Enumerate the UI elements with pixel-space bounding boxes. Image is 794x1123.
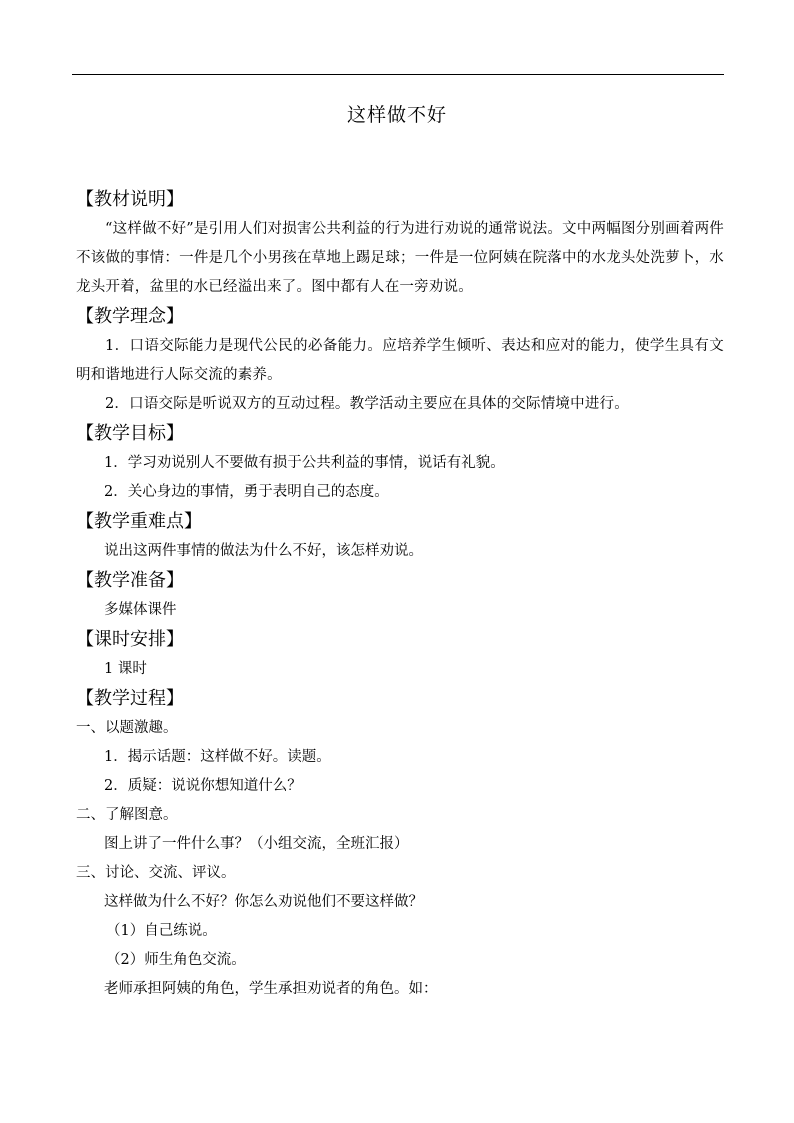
process-step-2-item-1: 图上讲了一件什么事？（小组交流，全班汇报） (104, 836, 409, 852)
document-body (76, 185, 724, 1004)
goal-item-2: 2．关心身边的事情，勇于表明自己的态度。 (104, 484, 389, 500)
section-heading-goals: 【教学目标】 (76, 423, 184, 444)
process-step-3-item-1: 这样做为什么不好？你怎么劝说他们不要这样做？ (104, 894, 423, 910)
section-heading-preparation: 【教学准备】 (76, 570, 184, 591)
process-step-3-item-3: （2）师生角色交流。 (106, 952, 246, 968)
key-points-text: 说出这两件事情的做法为什么不好，该怎样劝说。 (104, 543, 423, 559)
process-step-3-item-2: （1）自己练说。 (106, 923, 217, 939)
preparation-text: 多媒体课件 (104, 602, 177, 618)
document-title: 这样做不好 (346, 104, 447, 126)
section-heading-process: 【教学过程】 (76, 688, 184, 709)
section-heading-philosophy: 【教学理念】 (76, 306, 184, 327)
process-step-3-item-4: 老师承担阿姨的角色，学生承担劝说者的角色。如： (104, 981, 438, 997)
process-step-1-title: 一、以题激趣。 (76, 720, 178, 736)
philosophy-item-1: 1．口语交际能力是现代公民的必备能力。应培养学生倾听、表达和应对的能力，使学生具有文明和谐地进行人际交流的素养。 (76, 338, 724, 383)
philosophy-item-2: 2．口语交际是听说双方的互动过程。教学活动主要应在具体的交际情境中进行。 (105, 396, 629, 412)
process-step-3-title: 三、讨论、交流、评议。 (76, 865, 236, 881)
materials-paragraph: “这样做不好”是引用人们对损害公共利益的行为进行劝说的通常说法。文中两幅图分别画着两件不该做的事情：一件是几个小男孩在草地上踢足球；一件是一位阿姨在院落中的水龙头处洗萝卜，水龙头开着，盆里的水已经溢出来了。图中都有人在一旁劝说。 (76, 221, 724, 295)
section-heading-key-points: 【教学重难点】 (76, 511, 202, 532)
process-step-1-item-2: 2．质疑：说说你想知道什么？ (104, 778, 302, 794)
header-rule (72, 74, 724, 75)
section-heading-schedule: 【课时安排】 (76, 629, 184, 650)
goal-item-1: 1．学习劝说别人不要做有损于公共利益的事情，说话有礼貌。 (104, 455, 505, 471)
process-step-2-title: 二、了解图意。 (76, 807, 178, 823)
section-heading-materials: 【教材说明】 (76, 189, 184, 210)
schedule-text: 1 课时 (104, 661, 147, 677)
process-step-1-item-1: 1．揭示话题：这样做不好。读题。 (104, 749, 331, 765)
